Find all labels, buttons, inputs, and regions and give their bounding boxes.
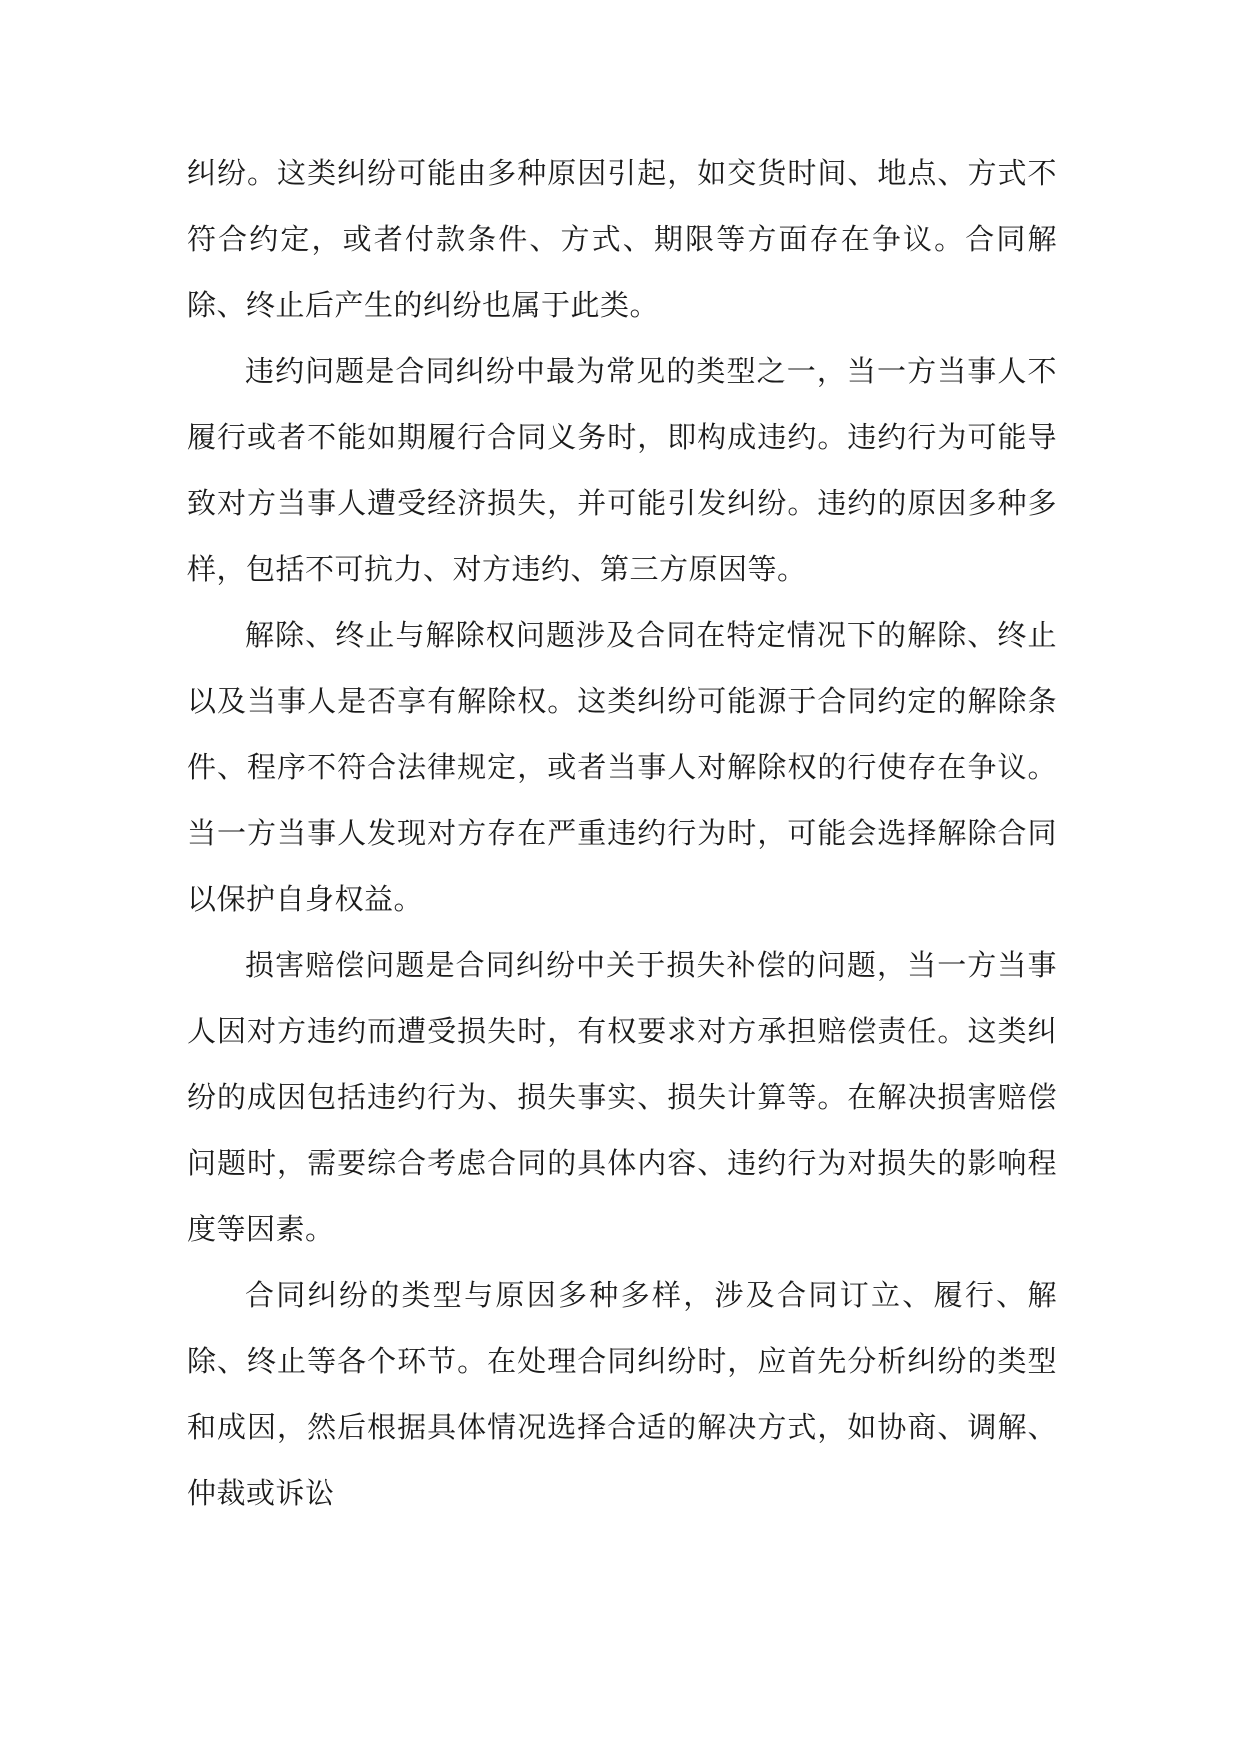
paragraph-damages: 损害赔偿问题是合同纠纷中关于损失补偿的问题，当一方当事人因对方违约而遭受损失时，有权要求对方承担赔偿责任。这类纠纷的成因包括违约行为、损失事实、损失计算等。在解决损害赔偿问题时，需要综合考虑合同的具体内容、违约行为对损失的影响程度等因素。	[187, 948, 1057, 1246]
paragraph-termination: 解除、终止与解除权问题涉及合同在特定情况下的解除、终止以及当事人是否享有解除权。这类纠纷可能源于合同约定的解除条件、程序不符合法律规定，或者当事人对解除权的行使存在争议。当一方当事人发现对方存在严重违约行为时，可能会选择解除合同以保护自身权益。	[187, 618, 1057, 916]
paragraph-breach: 违约问题是合同纠纷中最为常见的类型之一，当一方当事人不履行或者不能如期履行合同义务时，即构成违约。违约行为可能导致对方当事人遭受经济损失，并可能引发纠纷。违约的原因多种多样，包括不可抗力、对方违约、第三方原因等。	[187, 354, 1057, 586]
document-body	[187, 140, 1057, 1526]
paragraph-summary: 合同纠纷的类型与原因多种多样，涉及合同订立、履行、解除、终止等各个环节。在处理合同纠纷时，应首先分析纠纷的类型和成因，然后根据具体情况选择合适的解决方式，如协商、调解、仲裁或诉讼	[187, 1278, 1057, 1510]
paragraph-continuation: 纠纷。这类纠纷可能由多种原因引起，如交货时间、地点、方式不符合约定，或者付款条件、方式、期限等方面存在争议。合同解除、终止后产生的纠纷也属于此类。	[187, 156, 1057, 322]
